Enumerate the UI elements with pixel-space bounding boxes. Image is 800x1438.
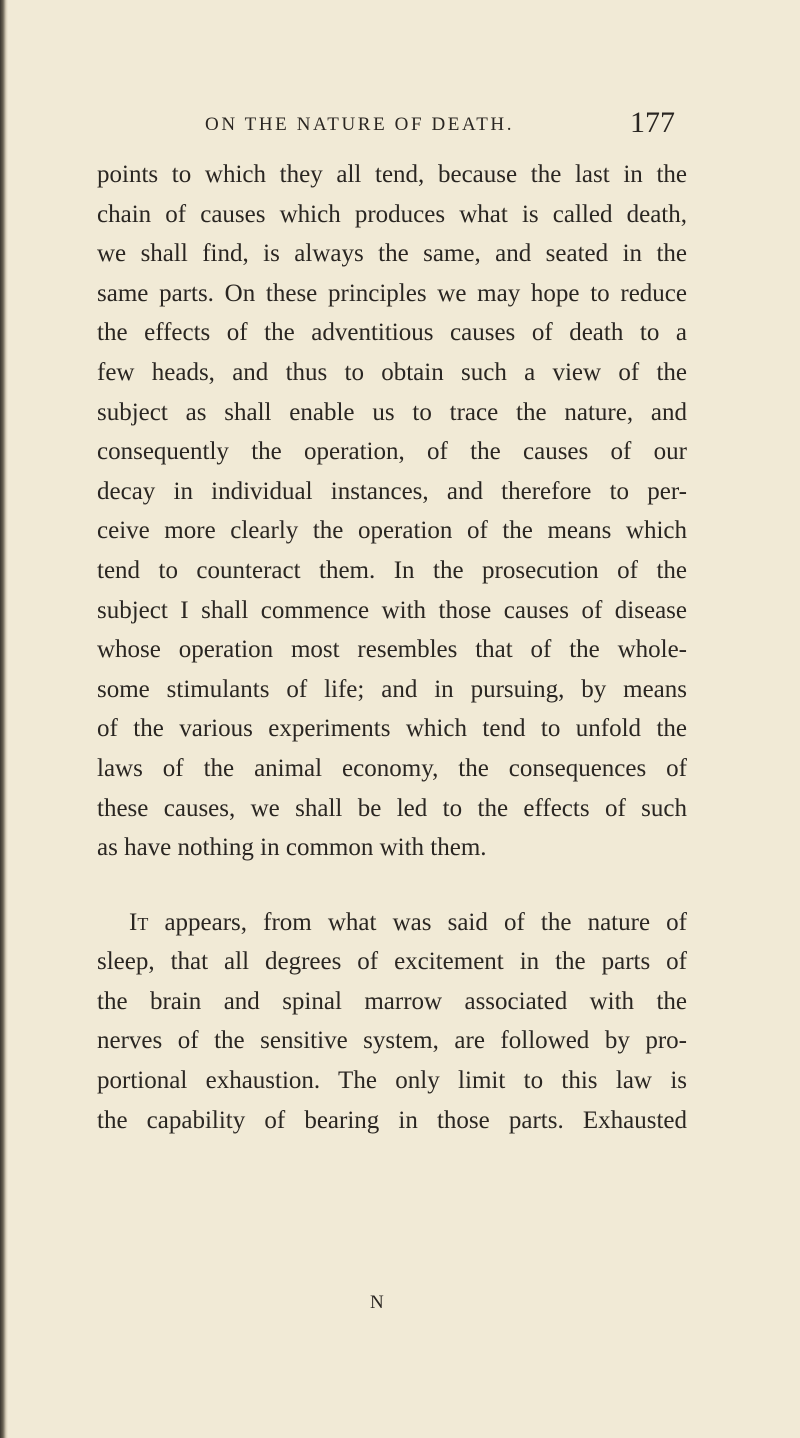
signature-mark: N [370,1292,385,1313]
text-line: subject as shall enable us to trace the nature, and [97,398,687,426]
text-line: tend to counteract them. In the prosecution of the [97,556,687,584]
text-line: these causes, we shall be led to the effects of such [97,794,687,822]
running-head [0,106,800,142]
text-line: of the various experiments which tend to unfold the [97,715,687,743]
paragraph-1 [97,155,687,868]
body-text [97,155,687,1140]
text-line: laws of the animal economy, the consequences of [97,754,687,782]
text-line: decay in individual instances, and therefore to per- [97,477,687,505]
paragraph-indent [97,909,129,936]
text-line: same parts. On these principles we may hope to reduce [97,279,687,307]
text-line: nerves of the sensitive system, are followed by pro- [97,1027,687,1055]
text-line: chain of causes which produces what is called death, [97,200,687,228]
text-line-first [97,903,687,943]
text-line: as have nothing in common with them. [97,834,487,862]
text-line: few heads, and thus to obtain such a view of the [97,358,687,386]
text-line: subject I shall commence with those causes of disease [97,596,687,624]
text-line: portional exhaustion. The only limit to this law is [97,1067,687,1095]
text-line: whose operation most resembles that of the whole- [97,636,687,664]
text-line: the effects of the adventitious causes of death to a [97,319,687,347]
text-line: some stimulants of life; and in pursuing, by means [97,675,687,703]
paragraph-gap [97,868,687,903]
text-line: points to which they all tend, because the last in the [97,161,687,188]
paragraph-2 [97,903,687,1141]
page-number: 177 [630,106,675,139]
paragraph-lead: It [129,908,149,936]
text-line: the brain and spinal marrow associated with the [97,987,687,1015]
text-line: consequently the operation, of the causes of our [97,438,687,466]
text-line: ceive more clearly the operation of the means which [97,517,687,545]
page-binding-edge [0,0,8,1438]
running-title: ON THE NATURE OF DEATH. [205,114,515,135]
text-line: we shall find, is always the same, and seated in the [97,240,687,268]
text-line: sleep, that all degrees of excitement in the parts of [97,948,687,976]
text-line-rest: appears, from what was said of the nature of [148,908,687,936]
text-line: the capability of bearing in those parts. Exhausted [97,1106,687,1134]
